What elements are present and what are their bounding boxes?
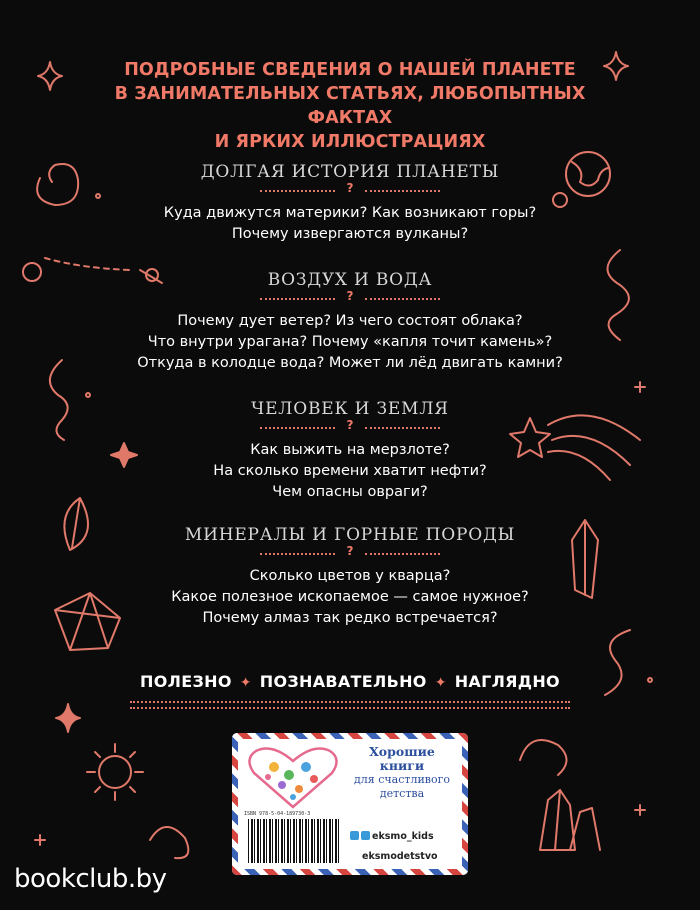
section-divider (260, 546, 440, 560)
section-title: ДОЛГАЯ ИСТОРИЯ ПЛАНЕТЫ (200, 162, 500, 182)
star-icon: ✦ (239, 675, 252, 691)
question-line: Почему алмаз так редко встречается? (202, 610, 498, 626)
publisher-sticker (232, 733, 468, 875)
isbn-text: ISBN 978-5-04-189730-3 (244, 811, 311, 817)
tagline (130, 672, 570, 691)
section-title: ЧЕЛОВЕК И ЗЕМЛЯ (251, 399, 449, 419)
question-line: Что внутри урагана? Почему «капля точит камень»? (147, 334, 553, 350)
question-mark: ? (346, 289, 354, 303)
telegram-icon (361, 831, 370, 840)
tagline-word: ПОЛЕЗНО (140, 672, 232, 691)
question-line: Почему дует ветер? Из чего состоят облака? (177, 313, 523, 329)
barcode (248, 819, 340, 863)
question-line: Сколько цветов у кварца? (249, 568, 451, 584)
heart-logo-icon (244, 745, 342, 811)
sparkle-icon (56, 704, 80, 732)
question-line: Какое полезное ископаемое — самое нужное? (171, 589, 529, 605)
headline-line: ПОДРОБНЫЕ СВЕДЕНИЯ О НАШЕЙ ПЛАНЕТЕ (124, 60, 576, 80)
slogan-line: детства (379, 787, 425, 800)
crystal-cluster-icon (540, 790, 600, 850)
section-air-water (110, 270, 590, 374)
tagline-word: НАГЛЯДНО (454, 672, 560, 691)
question-line: Откуда в колодце вода? Может ли лёд двигать камни? (137, 355, 563, 371)
headline (90, 58, 610, 154)
headline-line: В ЗАНИМАТЕЛЬНЫХ СТАТЬЯХ, ЛЮБОПЫТНЫХ ФАКТАХ (114, 84, 586, 128)
divider (130, 701, 570, 703)
swirl-icon (37, 164, 78, 205)
leaf-icon (64, 498, 88, 550)
divider (130, 707, 570, 709)
slogan (346, 745, 458, 801)
question-mark: ? (346, 181, 354, 195)
watermark: bookclub.by (14, 864, 167, 894)
tagline-word: ПОЗНАВАТЕЛЬНО (259, 672, 427, 691)
sun-icon (99, 756, 131, 788)
sparkle-icon (38, 62, 62, 90)
social-handle-text: eksmodetstvo (362, 851, 438, 862)
slogan-line: книги (379, 758, 425, 773)
ribbon-icon (50, 360, 68, 440)
question-line: Как выжить на мерзлоте? (250, 442, 450, 458)
social-handle-text: eksmo_kids (372, 831, 434, 842)
section-title: ВОЗДУХ И ВОДА (267, 270, 433, 290)
question-line: Чем опасны овраги? (272, 484, 428, 500)
question-line: Почему извергаются вулканы? (231, 226, 469, 242)
question-line: Куда движутся материки? Как возникают горы? (163, 205, 537, 221)
section-planet-history (110, 162, 590, 245)
star-icon: ✦ (434, 675, 447, 691)
headline-line: И ЯРКИХ ИЛЛЮСТРАЦИЯХ (214, 132, 486, 152)
section-divider (260, 420, 440, 434)
section-divider (260, 183, 440, 197)
section-title: МИНЕРАЛЫ И ГОРНЫЕ ПОРОДЫ (184, 525, 516, 545)
section-minerals (110, 525, 590, 629)
social-handle (350, 831, 434, 842)
slogan-line: Хорошие (369, 744, 435, 759)
section-divider (260, 291, 440, 305)
swirl-icon (520, 740, 567, 775)
planet-icon (23, 263, 41, 281)
question-line: На сколько времени хватит нефти? (213, 463, 487, 479)
sticker-body (238, 739, 462, 869)
question-mark: ? (346, 418, 354, 432)
squiggle-icon (608, 250, 629, 340)
section-human-earth (110, 399, 590, 503)
vk-icon (350, 831, 359, 840)
question-mark: ? (346, 544, 354, 558)
slogan-line: для счастливого (354, 773, 450, 786)
